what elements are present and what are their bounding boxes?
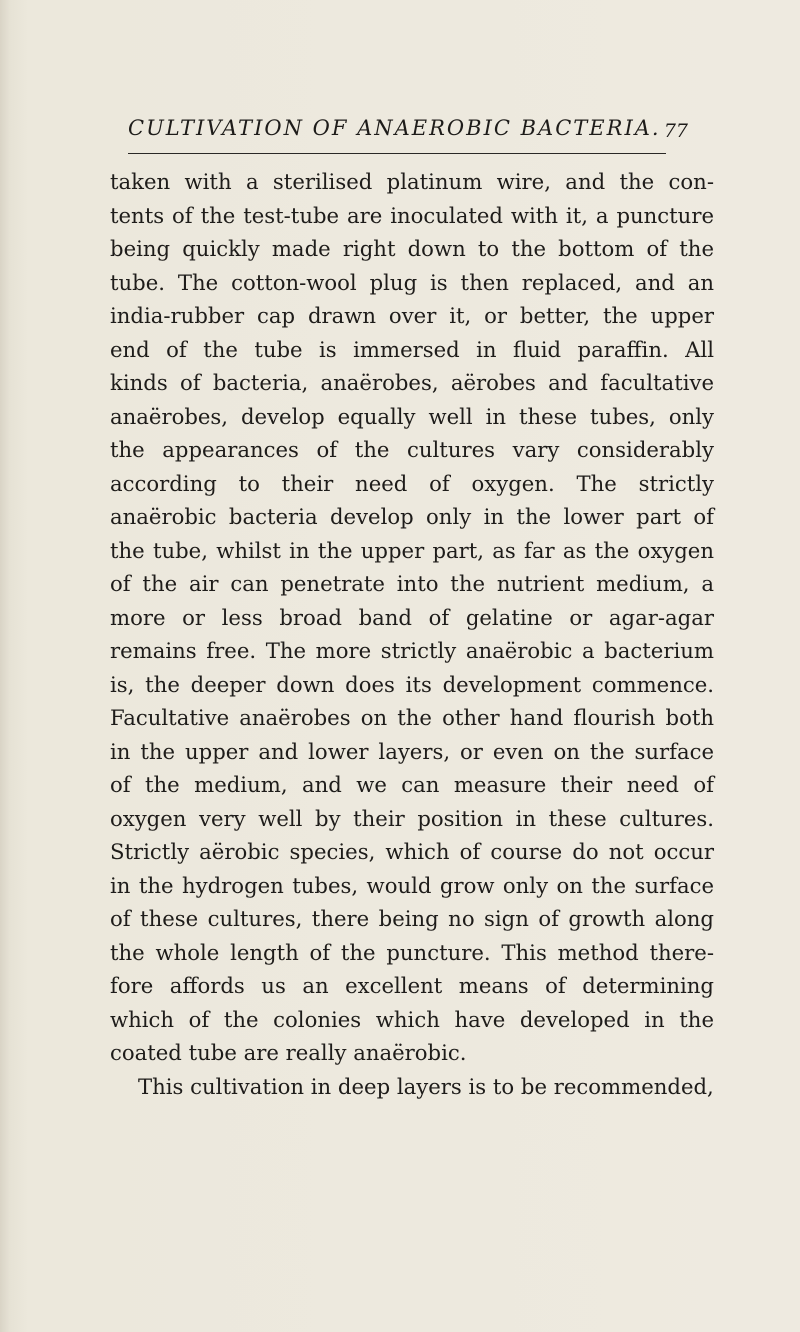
text-line: anaërobes, develop equally well in these tubes, only: [110, 403, 714, 429]
text-line: according to their need of oxygen. The strictly: [110, 470, 714, 496]
text-line: the whole length of the puncture. This method there-: [110, 939, 714, 965]
text-line: being quickly made right down to the bottom of the: [110, 236, 714, 261]
text-line: This cultivation in deep layers is to be recommended,: [138, 1073, 714, 1099]
text-line: anaërobic bacteria develop only in the lower part of: [110, 504, 714, 529]
text-line: of the air can penetrate into the nutrient medium, a: [110, 571, 714, 596]
text-line: oxygen very well by their position in these cultures.: [110, 805, 714, 831]
text-line: kinds of bacteria, anaërobes, aërobes and facultative: [110, 370, 714, 395]
text-line: of the medium, and we can measure their need of: [110, 772, 714, 797]
text-line: of these cultures, there being no sign of growth along: [110, 906, 714, 931]
body-text: [110, 165, 714, 1103]
text-line: in the upper and lower layers, or even on the surface: [110, 738, 714, 764]
text-line: tents of the test-tube are inoculated with it, a puncture: [110, 202, 714, 228]
text-line: coated tube are really anaërobic.: [110, 1040, 467, 1065]
text-line: end of the tube is immersed in fluid paraffin. All: [110, 336, 714, 362]
text-line: Strictly aërobic species, which of course do not occur: [110, 839, 714, 864]
running-head: [128, 114, 688, 154]
text-line: is, the deeper down does its development commence.: [110, 671, 714, 697]
page-number: 77: [663, 120, 688, 142]
text-line: more or less broad band of gelatine or agar-agar: [110, 604, 714, 630]
text-line: the tube, whilst in the upper part, as far as the oxygen: [110, 537, 714, 563]
text-line: the appearances of the cultures vary considerably: [110, 437, 714, 462]
text-line: taken with a sterilised platinum wire, and the con-: [110, 169, 714, 194]
text-line: in the hydrogen tubes, would grow only on the surface: [110, 872, 714, 898]
text-line: fore affords us an excellent means of determining: [110, 973, 714, 998]
running-head-title: CULTIVATION OF ANAEROBIC BACTERIA.: [128, 116, 661, 140]
text-line: remains free. The more strictly anaërobic a bacterium: [110, 638, 714, 663]
text-line: tube. The cotton-wool plug is then replaced, and an: [110, 269, 714, 295]
text-line: Facultative anaërobes on the other hand flourish both: [110, 705, 714, 730]
header-rule: [128, 153, 666, 154]
text-line: which of the colonies which have developed in the: [110, 1006, 714, 1032]
text-line: india-rubber cap drawn over it, or better, the upper: [110, 303, 714, 328]
